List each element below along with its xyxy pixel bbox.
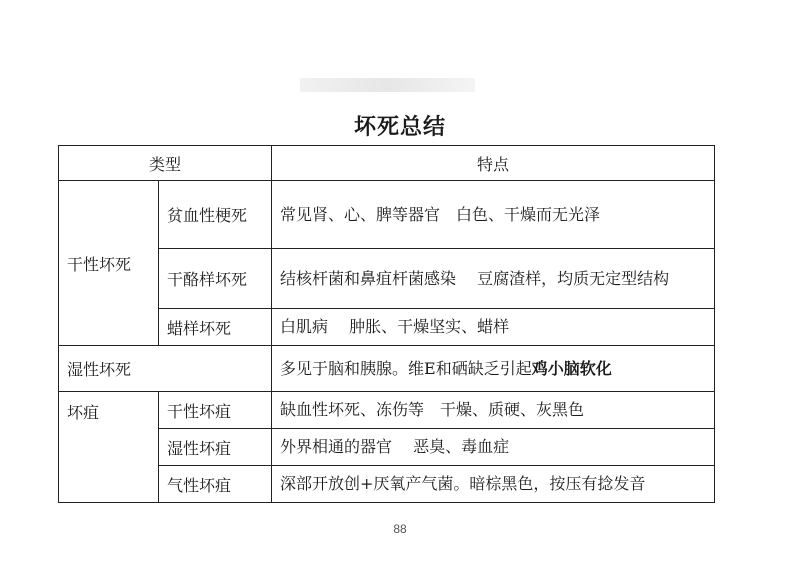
group-dry-necrosis: 干性坏死 (59, 181, 159, 346)
page-title: 坏死总结 (353, 114, 446, 140)
table-row (59, 181, 715, 249)
feature-cell: 深部开放创+厌氧产气菌。暗棕黑色，按压有捻发音 (272, 466, 715, 503)
table-row (59, 392, 715, 429)
page-number: 88 (393, 522, 407, 536)
feature-cell: 白肌病 肿胀、干燥坚实、蜡样 (272, 309, 715, 346)
subtype-cell: 气性坏疽 (159, 466, 272, 503)
group-gangrene: 坏疽 (59, 392, 159, 503)
subtype-cell: 干酪样坏死 (159, 249, 272, 309)
faint-header-strip (300, 78, 475, 92)
subtype-cell: 贫血性梗死 (159, 181, 272, 249)
feature-bold-text: 鸡小脑软化 (531, 358, 612, 378)
header-type: 类型 (59, 146, 272, 181)
feature-cell: 常见肾、心、脾等器官 白色、干燥而无光泽 (272, 181, 715, 249)
feature-plain-text: 多见于脑和胰腺。维E和硒缺乏引起 (280, 358, 532, 378)
table-row (59, 346, 715, 392)
feature-cell: 外界相通的器官 恶臭、毒血症 (272, 429, 715, 466)
table-header-row (59, 146, 715, 181)
feature-cell (272, 346, 715, 392)
feature-cell: 结核杆菌和鼻疽杆菌感染 豆腐渣样，均质无定型结构 (272, 249, 715, 309)
necrosis-summary-table (58, 145, 715, 503)
feature-cell: 缺血性坏死、冻伤等 干燥、质硬、灰黑色 (272, 392, 715, 429)
subtype-cell: 干性坏疽 (159, 392, 272, 429)
group-wet-necrosis: 湿性坏死 (59, 346, 272, 392)
header-feature: 特点 (272, 146, 715, 181)
subtype-cell: 湿性坏疽 (159, 429, 272, 466)
subtype-cell: 蜡样坏死 (159, 309, 272, 346)
